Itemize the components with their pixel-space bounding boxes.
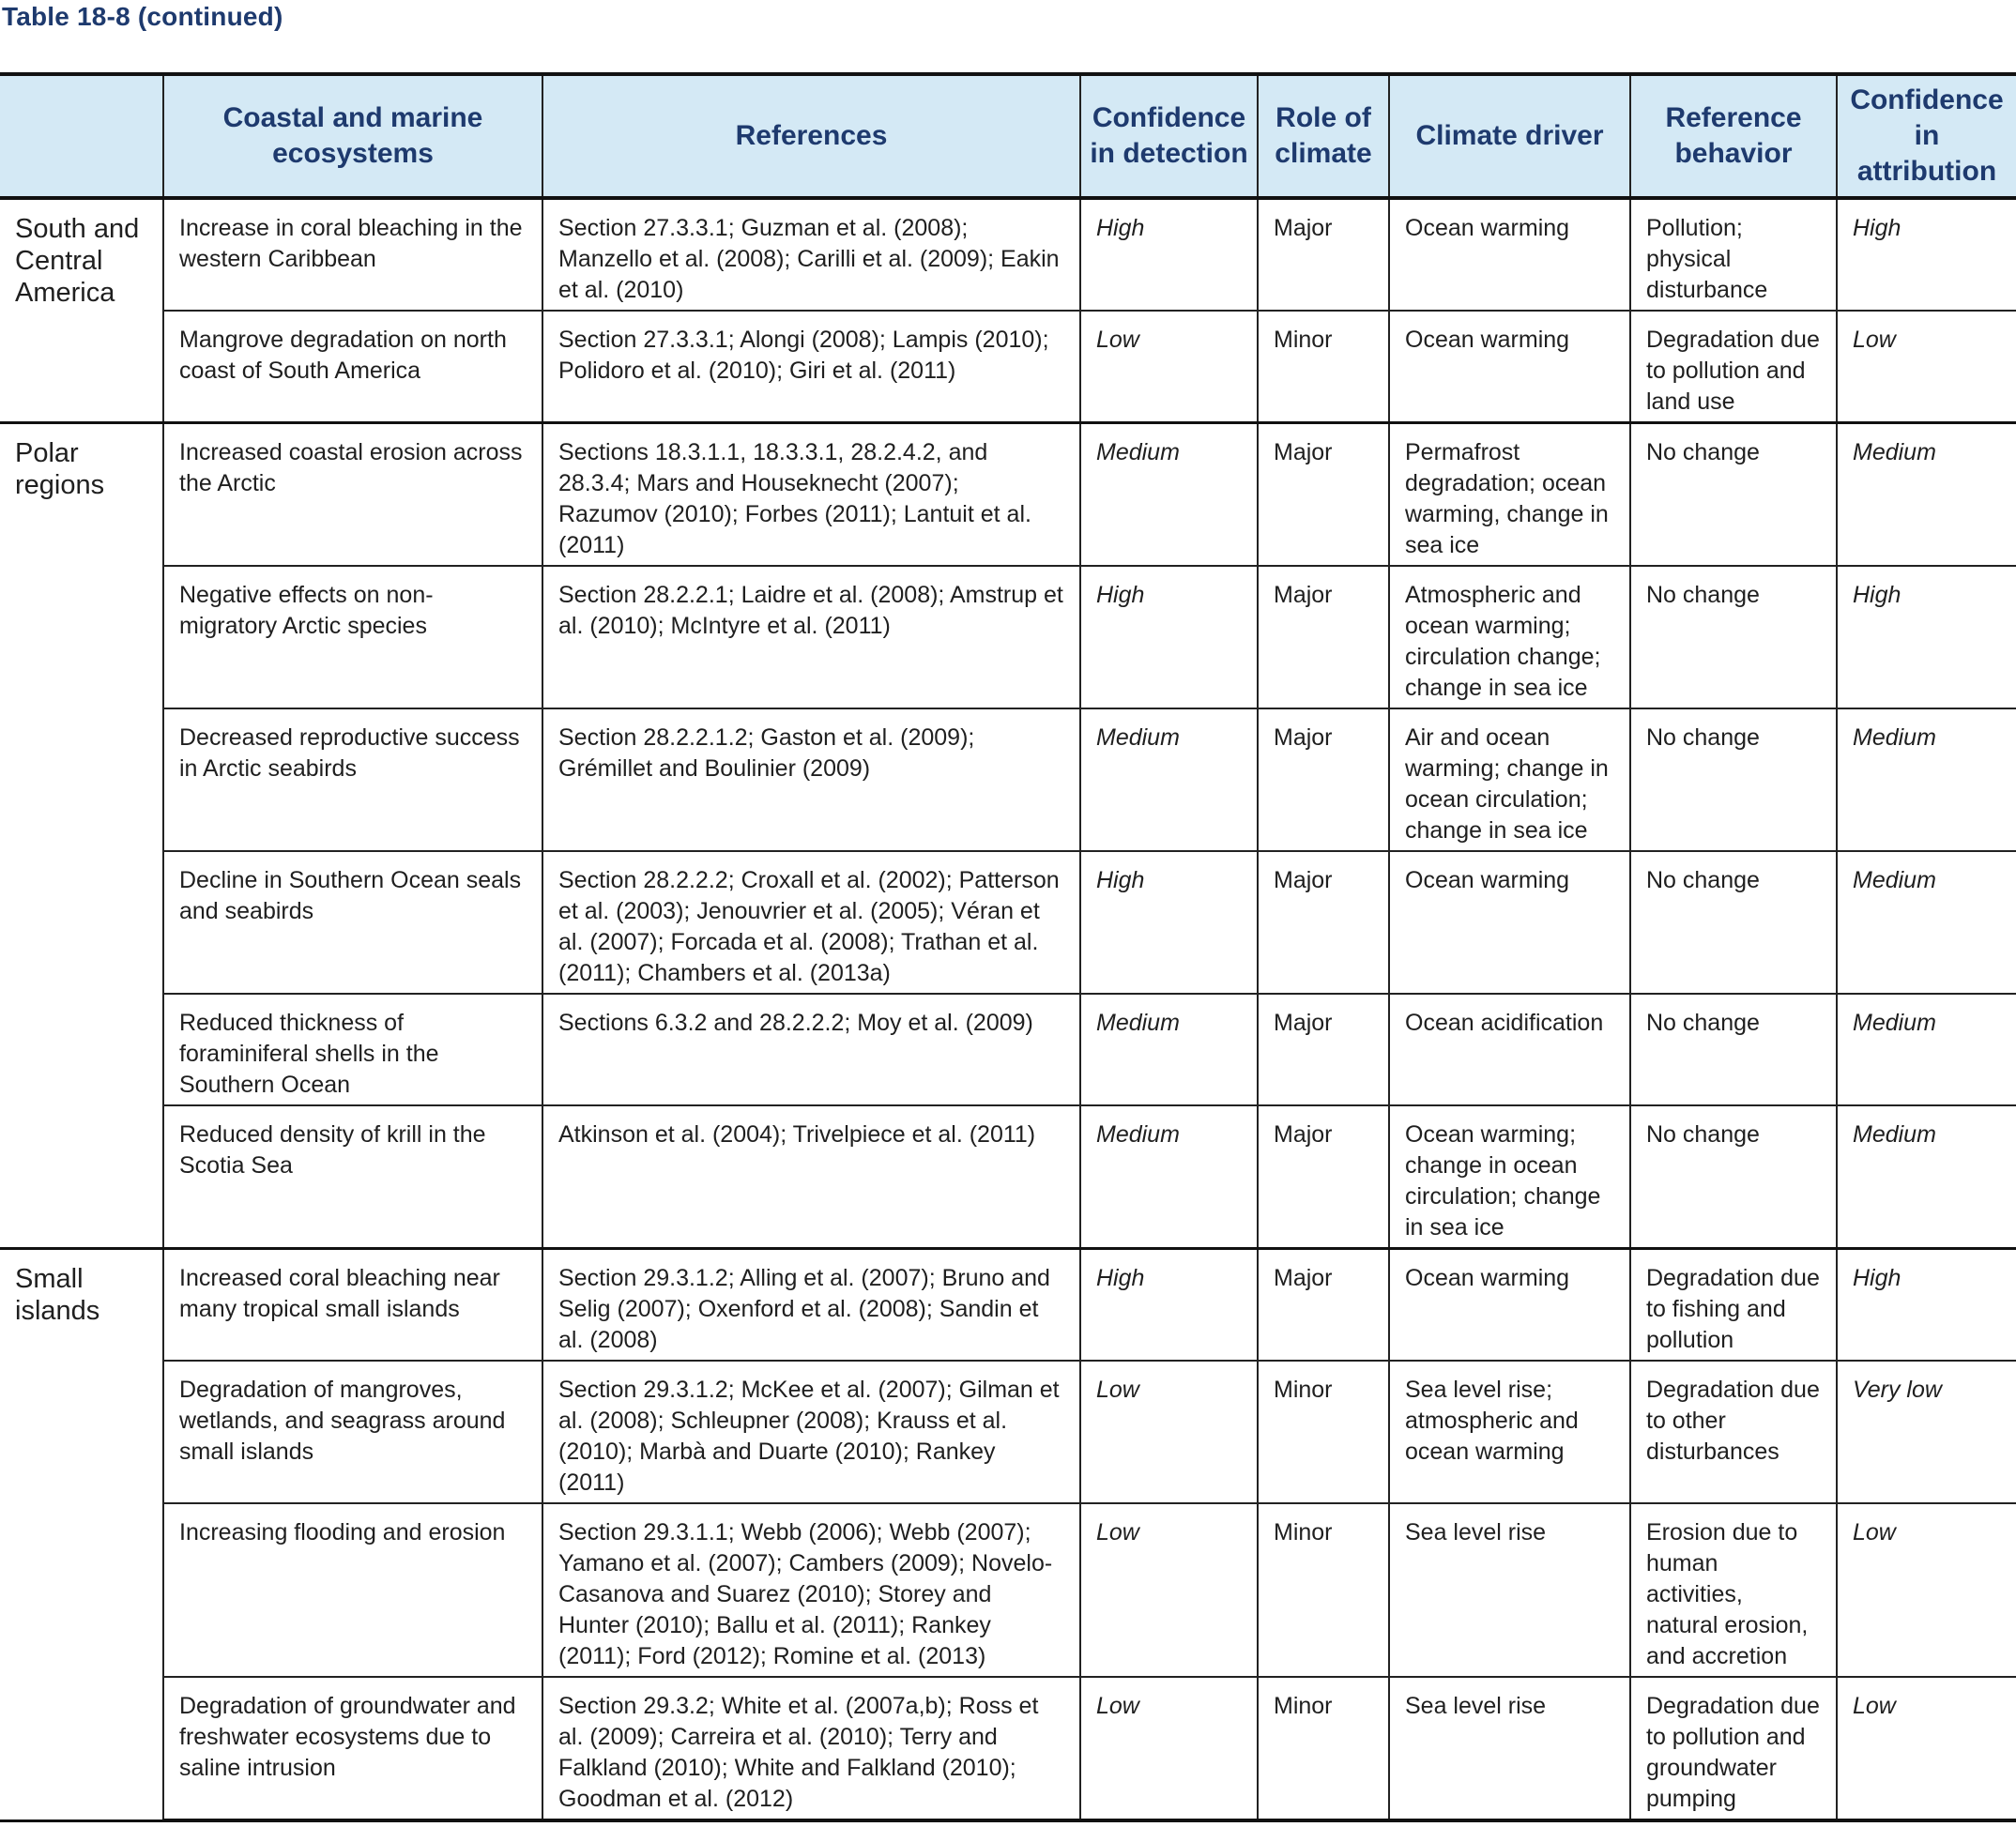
table-row: [0, 423, 2016, 567]
confidence-attribution-cell: High: [1837, 1249, 2016, 1362]
table-row: [0, 1677, 2016, 1820]
header-references: References: [542, 74, 1080, 198]
role-of-climate-cell: Major: [1258, 566, 1389, 708]
header-row: [0, 74, 2016, 198]
header-confidence-detection: Confidence in detection: [1080, 74, 1258, 198]
climate-driver-cell: Ocean warming: [1389, 311, 1630, 423]
confidence-detection-cell: Low: [1080, 1361, 1258, 1503]
climate-driver-cell: Permafrost degradation; ocean warming, change in sea ice: [1389, 423, 1630, 567]
header-role-of-climate: Role of climate: [1258, 74, 1389, 198]
reference-behavior-cell: Degradation due to pollution and groundwater pumping: [1630, 1677, 1837, 1820]
reference-behavior-cell: Degradation due to other disturbances: [1630, 1361, 1837, 1503]
ecosystem-cell: Degradation of mangroves, wetlands, and seagrass around small islands: [163, 1361, 542, 1503]
confidence-attribution-cell: Low: [1837, 311, 2016, 423]
role-of-climate-cell: Minor: [1258, 311, 1389, 423]
reference-behavior-cell: Erosion due to human activities, natural erosion, and accretion: [1630, 1503, 1837, 1677]
reference-behavior-cell: No change: [1630, 1105, 1837, 1249]
table-row: [0, 994, 2016, 1105]
references-cell: Section 27.3.3.1; Guzman et al. (2008); Manzello et al. (2008); Carilli et al. (2009); Eakin et al. (2010): [542, 198, 1080, 311]
climate-driver-cell: Sea level rise: [1389, 1677, 1630, 1820]
table-row: [0, 566, 2016, 708]
table-row: [0, 851, 2016, 994]
table-row: [0, 1503, 2016, 1677]
references-cell: Section 29.3.1.1; Webb (2006); Webb (2007); Yamano et al. (2007); Cambers (2009); Novelo-Casanova and Suarez (2010); Storey and Hunter (2010); Ballu et al. (2011); Rankey (2011); Ford (2012); Romine et al. (2013): [542, 1503, 1080, 1677]
confidence-attribution-cell: High: [1837, 198, 2016, 311]
table-row: [0, 311, 2016, 423]
references-cell: Sections 18.3.1.1, 18.3.3.1, 28.2.4.2, and 28.3.4; Mars and Houseknecht (2007); Razumov (2010); Forbes (2011); Lantuit et al. (2011): [542, 423, 1080, 567]
table-row: [0, 1249, 2016, 1362]
confidence-detection-cell: Medium: [1080, 1105, 1258, 1249]
role-of-climate-cell: Minor: [1258, 1361, 1389, 1503]
climate-driver-cell: Ocean warming: [1389, 198, 1630, 311]
role-of-climate-cell: Major: [1258, 1249, 1389, 1362]
references-cell: Atkinson et al. (2004); Trivelpiece et al. (2011): [542, 1105, 1080, 1249]
climate-driver-cell: Air and ocean warming; change in ocean circulation; change in sea ice: [1389, 708, 1630, 851]
confidence-detection-cell: Low: [1080, 311, 1258, 423]
confidence-detection-cell: Medium: [1080, 708, 1258, 851]
confidence-attribution-cell: Low: [1837, 1677, 2016, 1820]
confidence-detection-cell: High: [1080, 1249, 1258, 1362]
references-cell: Section 29.3.1.2; McKee et al. (2007); Gilman et al. (2008); Schleupner (2008); Krauss et al. (2010); Marbà and Duarte (2010); Rankey (2011): [542, 1361, 1080, 1503]
role-of-climate-cell: Major: [1258, 708, 1389, 851]
references-cell: Sections 6.3.2 and 28.2.2.2; Moy et al. (2009): [542, 994, 1080, 1105]
ecosystem-cell: Mangrove degradation on north coast of South America: [163, 311, 542, 423]
ecosystem-cell: Degradation of groundwater and freshwater ecosystems due to saline intrusion: [163, 1677, 542, 1820]
confidence-attribution-cell: Very low: [1837, 1361, 2016, 1503]
table-row: [0, 708, 2016, 851]
role-of-climate-cell: Minor: [1258, 1503, 1389, 1677]
references-cell: Section 29.3.1.2; Alling et al. (2007); Bruno and Selig (2007); Oxenford et al. (2008); Sandin et al. (2008): [542, 1249, 1080, 1362]
reference-behavior-cell: No change: [1630, 851, 1837, 994]
ecosystem-cell: Negative effects on non-migratory Arctic species: [163, 566, 542, 708]
confidence-detection-cell: High: [1080, 198, 1258, 311]
climate-driver-cell: Ocean warming: [1389, 1249, 1630, 1362]
role-of-climate-cell: Major: [1258, 851, 1389, 994]
ecosystem-cell: Reduced density of krill in the Scotia Sea: [163, 1105, 542, 1249]
confidence-attribution-cell: Low: [1837, 1503, 2016, 1677]
references-cell: Section 29.3.2; White et al. (2007a,b); Ross et al. (2009); Carreira et al. (2010); Terry and Falkland (2010); White and Falkland (2010); Goodman et al. (2012): [542, 1677, 1080, 1820]
confidence-detection-cell: High: [1080, 566, 1258, 708]
role-of-climate-cell: Major: [1258, 994, 1389, 1105]
ecosystem-cell: Decline in Southern Ocean seals and seabirds: [163, 851, 542, 994]
role-of-climate-cell: Major: [1258, 423, 1389, 567]
confidence-attribution-cell: Medium: [1837, 708, 2016, 851]
ecosystem-cell: Reduced thickness of foraminiferal shells in the Southern Ocean: [163, 994, 542, 1105]
region-label: Small islands: [0, 1249, 163, 1821]
climate-driver-cell: Ocean acidification: [1389, 994, 1630, 1105]
confidence-detection-cell: Low: [1080, 1503, 1258, 1677]
confidence-attribution-cell: Medium: [1837, 851, 2016, 994]
table-caption: Table 18-8 (continued): [2, 2, 283, 31]
climate-driver-cell: Ocean warming; change in ocean circulation; change in sea ice: [1389, 1105, 1630, 1249]
reference-behavior-cell: No change: [1630, 994, 1837, 1105]
region-label: South and Central America: [0, 198, 163, 423]
role-of-climate-cell: Major: [1258, 1105, 1389, 1249]
ecosystem-cell: Increasing flooding and erosion: [163, 1503, 542, 1677]
ecosystem-cell: Decreased reproductive success in Arctic seabirds: [163, 708, 542, 851]
confidence-attribution-cell: Medium: [1837, 994, 2016, 1105]
reference-behavior-cell: No change: [1630, 708, 1837, 851]
header-confidence-attribution: Confidence in attribution: [1837, 74, 2016, 198]
table-row: [0, 1105, 2016, 1249]
header-ecosystems: Coastal and marine ecosystems: [163, 74, 542, 198]
header-reference-behavior: Reference behavior: [1630, 74, 1837, 198]
references-cell: Section 28.2.2.1; Laidre et al. (2008); Amstrup et al. (2010); McIntyre et al. (2011): [542, 566, 1080, 708]
ecosystem-cell: Increase in coral bleaching in the western Caribbean: [163, 198, 542, 311]
ecosystem-cell: Increased coral bleaching near many tropical small islands: [163, 1249, 542, 1362]
references-cell: Section 27.3.3.1; Alongi (2008); Lampis (2010); Polidoro et al. (2010); Giri et al. (2011): [542, 311, 1080, 423]
references-cell: Section 28.2.2.1.2; Gaston et al. (2009); Grémillet and Boulinier (2009): [542, 708, 1080, 851]
attribution-table: [0, 72, 2016, 1822]
climate-driver-cell: Sea level rise; atmospheric and ocean warming: [1389, 1361, 1630, 1503]
table-row: [0, 1361, 2016, 1503]
confidence-attribution-cell: High: [1837, 566, 2016, 708]
role-of-climate-cell: Minor: [1258, 1677, 1389, 1820]
climate-driver-cell: Ocean warming: [1389, 851, 1630, 994]
confidence-detection-cell: Medium: [1080, 423, 1258, 567]
reference-behavior-cell: No change: [1630, 423, 1837, 567]
references-cell: Section 28.2.2.2; Croxall et al. (2002); Patterson et al. (2003); Jenouvrier et al. (2005); Véran et al. (2007); Forcada et al. (2008); Trathan et al. (2011); Chambers et al. (2013a): [542, 851, 1080, 994]
region-label: Polar regions: [0, 423, 163, 1249]
reference-behavior-cell: No change: [1630, 566, 1837, 708]
climate-driver-cell: Atmospheric and ocean warming; circulation change; change in sea ice: [1389, 566, 1630, 708]
confidence-detection-cell: Medium: [1080, 994, 1258, 1105]
confidence-attribution-cell: Medium: [1837, 1105, 2016, 1249]
confidence-detection-cell: Low: [1080, 1677, 1258, 1820]
climate-driver-cell: Sea level rise: [1389, 1503, 1630, 1677]
confidence-attribution-cell: Medium: [1837, 423, 2016, 567]
header-climate-driver: Climate driver: [1389, 74, 1630, 198]
reference-behavior-cell: Pollution; physical disturbance: [1630, 198, 1837, 311]
role-of-climate-cell: Major: [1258, 198, 1389, 311]
reference-behavior-cell: Degradation due to pollution and land use: [1630, 311, 1837, 423]
header-region: [0, 74, 163, 198]
ecosystem-cell: Increased coastal erosion across the Arctic: [163, 423, 542, 567]
table-body: [0, 198, 2016, 1820]
confidence-detection-cell: High: [1080, 851, 1258, 994]
table-row: [0, 198, 2016, 311]
reference-behavior-cell: Degradation due to fishing and pollution: [1630, 1249, 1837, 1362]
